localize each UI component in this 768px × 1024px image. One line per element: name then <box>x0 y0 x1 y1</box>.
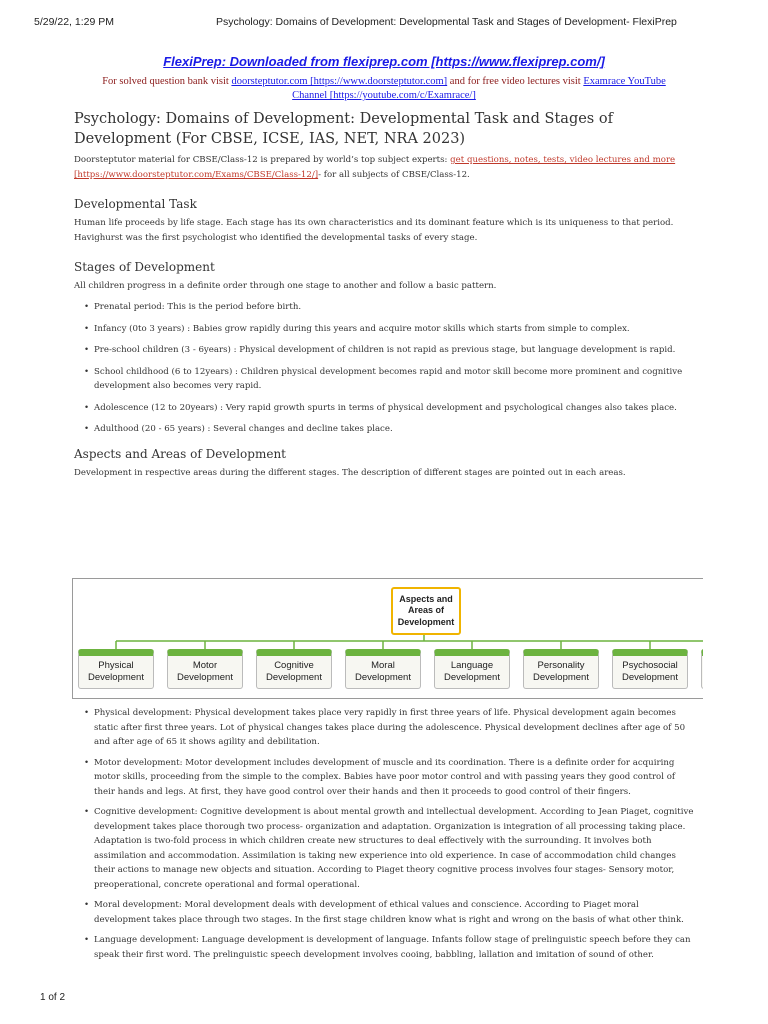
list-item: • Prenatal period: This is the period before birth. <box>84 300 694 315</box>
section-heading-aspects: Aspects and Areas of Development <box>74 446 286 461</box>
diagram-node-moral: Moral Development <box>345 649 421 689</box>
list-item: • Adolescence (12 to 20years) : Very rapid growth spurts in terms of physical development and psychological changes also takes place. <box>84 401 694 416</box>
diagram-node-language: Language Development <box>434 649 510 689</box>
article-title: Psychology: Domains of Development: Developmental Task and Stages of Development (For CBSE, ICSE, IAS, NET, NRA 2023) <box>74 111 613 147</box>
list-item: • Cognitive development: Cognitive development is about mental growth and intellectual development. According to Jean Piaget, cognitive development takes place thorough two process- organization and adaptation. Organization is integration of all processing taking place. Adaptation is two-fold process in which children create new structures to deal effectively with the surrounding. It involves both assimilation and accommodation. Assimilation is taking new experience into old experience. In case of accommodation child changes their actions to manage new objects and situation. According to Piaget theory cognitive process involves four stages- Sensory motor, preoperational, concrete operational and formal operational. <box>84 805 694 892</box>
list-item: • Infancy (0to 3 years) : Babies grow rapidly during this years and acquire motor skills which starts from simple to complex. <box>84 322 694 337</box>
article-intro <box>74 153 694 183</box>
examrace-youtube-link[interactable]: Examrace YouTube <box>583 76 666 87</box>
root-label-line: Aspects and <box>399 593 453 604</box>
section-heading-stages: Stages of Development <box>74 260 215 274</box>
print-datetime: 5/29/22, 1:29 PM <box>34 16 114 28</box>
root-label-line: Areas of <box>407 605 444 616</box>
diagram-node-psychosocial: Psychosocial Development <box>612 649 688 689</box>
aspects-intro-text: Development in respective areas during the different stages. The description of different stages are pointed out in each areas. <box>74 467 626 478</box>
doorsteptutor-link[interactable]: doorsteptutor.com [https://www.doorsteptutor.com] <box>231 76 448 87</box>
examrace-channel-link[interactable]: Channel [https://youtube.com/c/Examrace/] <box>292 90 476 101</box>
diagram-node-cropped <box>701 649 703 689</box>
intro-link[interactable]: get questions, notes, tests, video lectures and more <box>450 155 676 165</box>
list-item: • Pre-school children (3 - 6years) : Physical development of children is not rapid as previous stage, but language development is rapid. <box>84 343 694 358</box>
root-label-line: Development <box>397 616 455 627</box>
diagram-node-motor: Motor Development <box>167 649 243 689</box>
intro-url[interactable]: [https://www.doorsteptutor.com/Exams/CBSE/Class-12/] <box>74 170 319 180</box>
print-page-title: Psychology: Domains of Development: Developmental Task and Stages of Development- FlexiPrep <box>216 16 677 28</box>
diagram-root-node <box>391 587 461 635</box>
article-content <box>74 109 694 481</box>
developmental-task-text: Human life proceeds by life stage. Each stage has its own characteristics and its dominant feature which is its uniqueness to that period. Havighurst was the first psychologist who identified the developmental tasks of every stage. <box>74 218 674 243</box>
list-item: • Moral development: Moral development deals with development of ethical values and conscience. According to Piaget moral development takes place through two stages. In the first stage children know what is right and wrong on the basis of what other think. <box>84 898 694 927</box>
notice-prefix: For solved question bank visit <box>102 76 232 87</box>
stages-list <box>74 300 694 437</box>
stages-intro-text: All children progress in a definite order through one stage to another and follow a basic pattern. <box>74 281 497 291</box>
solved-question-bank-notice <box>70 75 698 103</box>
intro-prefix: Doorsteptutor material for CBSE/Class-12 is prepared by world’s top subject experts: <box>74 155 451 165</box>
list-item: • Physical development: Physical development takes place very rapidly in first three years of life. Physical development again becomes static after first three years. Lot of physical changes takes place during the adolescence. Physical development declines after age of 50 and after age of 65 it shows agility and debilitation. <box>84 706 694 750</box>
aspects-diagram <box>72 578 703 699</box>
diagram-node-physical: Physical Development <box>78 649 154 689</box>
diagram-node-personality: Personality Development <box>523 649 599 689</box>
list-item: • Language development: Language development is development of language. Infants follow stage of prelinguistic speech before they can speak their first word. The prelinguistic speech development involves cooing, babbling, lallation and imitation of sound of other. <box>84 933 694 962</box>
notice-middle: and for free video lectures visit <box>447 76 584 87</box>
page-number: 1 of 2 <box>40 992 66 1003</box>
list-item: • Motor development: Motor development includes development of muscle and its coordination. There is a definite order for acquiring motor skills, proceeding from the simple to the complex. Babies have poor motor control and with passing years they good control of their hands and legs. At first, they have good control over their hands and then it proceeds to good control of their fingers. <box>84 756 694 800</box>
flexiprep-link[interactable]: FlexiPrep: Downloaded from flexiprep.com [https://www.flexiprep.com/] <box>163 54 605 69</box>
flexiprep-banner <box>0 54 768 69</box>
areas-list <box>74 706 694 962</box>
diagram-node-cognitive: Cognitive Development <box>256 649 332 689</box>
intro-suffix: - for all subjects of CBSE/Class-12. <box>318 170 470 180</box>
list-item: • School childhood (6 to 12years) : Children physical development becomes rapid and motor skill become more prominent and cognitive development also becomes very rapid. <box>84 365 694 394</box>
areas-section <box>74 706 694 968</box>
section-heading-developmental-task: Developmental Task <box>74 197 197 211</box>
list-item: • Adulthood (20 - 65 years) : Several changes and decline takes place. <box>84 422 694 437</box>
